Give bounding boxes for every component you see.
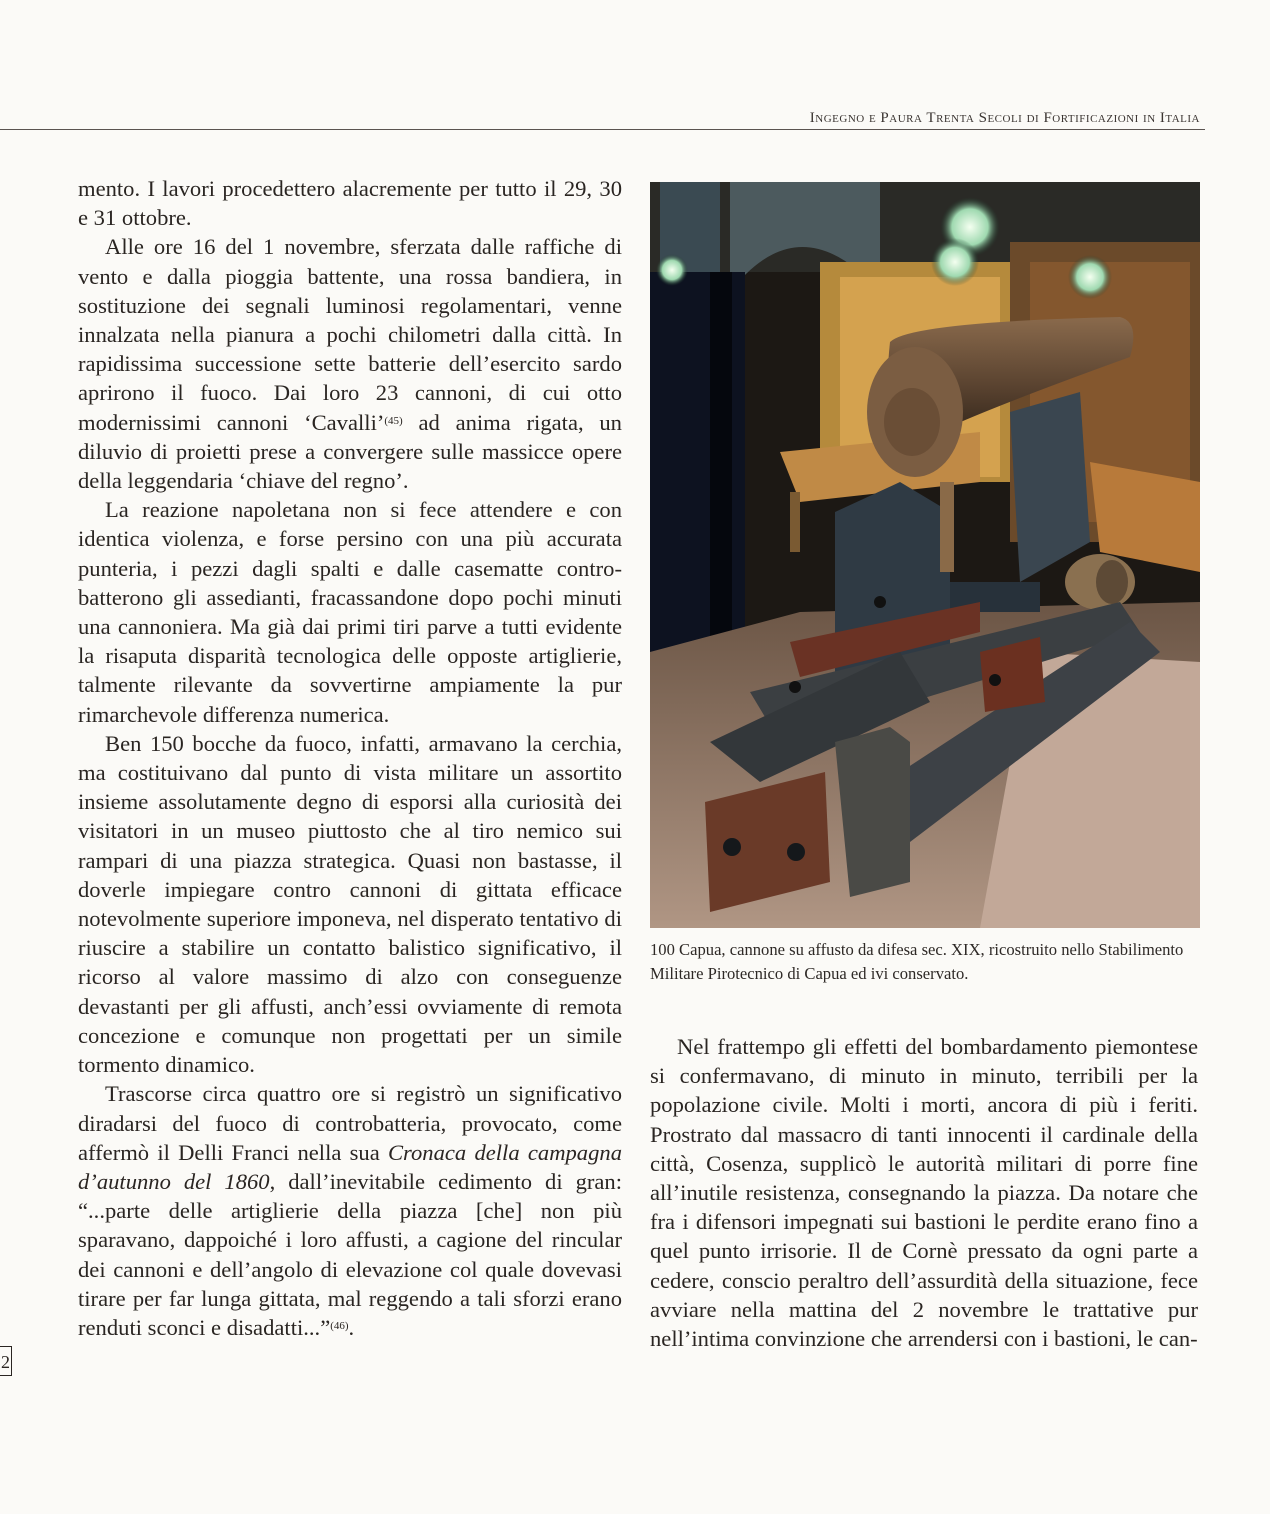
cannon-illustration (650, 182, 1200, 928)
paragraph: La reazione napoletana non si fece attendere e con identica violenza, e forse persino con una più accurata punteria, i pezzi dagli spalti e dalle casematte controbatterono gli assedianti, fracassandone dopo pochi minuti una cannoniera. Ma già dai primi tiri parve a tutti evidente la risaputa disparità tecnologica delle opposte artiglierie, talmente rilevante da sovvertirne ampiamente la pur rimarchevole differenza numerica. (78, 497, 622, 727)
running-title: Ingegno e Paura Trenta Secoli di Fortificazioni in Italia (809, 110, 1200, 126)
header-rule (0, 129, 1205, 130)
paragraph: Nel frattempo gli effetti del bombardamento piemontese si confermavano, di minuto in minuto, terribili per la popolazione civile. Molti i morti, ancora di più i feriti. Prostrato dal massacro di tanti innocenti il cardinale della città, Cosenza, supplicò le autorità militari di porre fine all’inutile resistenza, consegnando la piazza. Da notare che fra i difensori impegnati sui bastioni le perdite erano fino a quel punto irrisorie. Il de Cornè pressato da ogni parte a cedere, conscio peraltro dell’assurdità della situazione, fece avviare nella mattina del 2 novembre le trattative pur nell’intima convinzione che arrendersi con i bastioni, le can- (650, 1034, 1198, 1352)
left-text-column (78, 174, 622, 1342)
cannon-photo (650, 182, 1200, 928)
paragraph: Alle ore 16 del 1 novembre, sferzata dalle raffiche di vento e dalla pioggia battente, una rossa bandiera, in sostituzione dei segnali luminosi regolamentari, venne innalzata nella pianura a pochi chilometri dalla città. In rapidissima successione sette batterie dell’esercito sardo aprirono il fuoco. Dai loro 23 cannoni, di cui otto modernissimi cannoni ‘Cavalli’$^{(45)}$ ad anima rigata, un diluvio di proietti prese a convergere sulle massicce opere della leggendaria ‘chiave del regno’. (78, 234, 622, 494)
paragraph: Trascorse circa quattro ore si registrò un significativo diradarsi del fuoco di controbatteria, provocato, come affermò il Delli Franci nella sua Cronaca della campagna d’autunno del 1860, dall’inevitabile cedimento di gran: “...parte delle artiglierie della piazza [che] non più sparavano, dappoiché i loro affusti, a cagione del rincular dei cannoni e dell’angolo di elevazione col quale dovevasi tirare per far lunga gittata, mal reggendo a tali sforzi erano renduti sconci e disadatti...”$^{(46)}$. (78, 1081, 622, 1340)
paragraph: mento. I lavori procedettero alacremente per tutto il 29, 30 e 31 ottobre. (78, 176, 622, 231)
footnote-ref: (45) (384, 414, 403, 427)
right-text-column (650, 1032, 1198, 1353)
paragraph: Ben 150 bocche da fuoco, infatti, armavano la cerchia, ma costituivano dal punto di vista militare un assortito insieme assolutamente degno di esporsi alla curiosità dei visitatori in un museo piuttosto che al tiro nemico sui rampari di una piazza strategica. Quasi non bastasse, il doverle impiegare contro cannoni di gittata efficace notevolmente superiore imponeva, nel disperato tentativo di riuscire a stabilire un contatto balistico significativo, il ricorso al valore massimo di alzo con conseguenze devastanti per gli affusti, anch’essi ovviamente di remota concezione e comunque non progettati per un simile tormento dinamico. (78, 730, 622, 1078)
footnote-ref: (46) (330, 1319, 349, 1332)
figure-caption: 100 Capua, cannone su affusto da difesa sec. XIX, ricostruito nello Stabilimento Militare Pirotecnico di Capua ed ivi conservato. (650, 940, 1184, 983)
page-number: 2 (0, 1346, 12, 1376)
book-title: Cronaca della campagna d’autunno del 1860 (78, 1139, 622, 1194)
